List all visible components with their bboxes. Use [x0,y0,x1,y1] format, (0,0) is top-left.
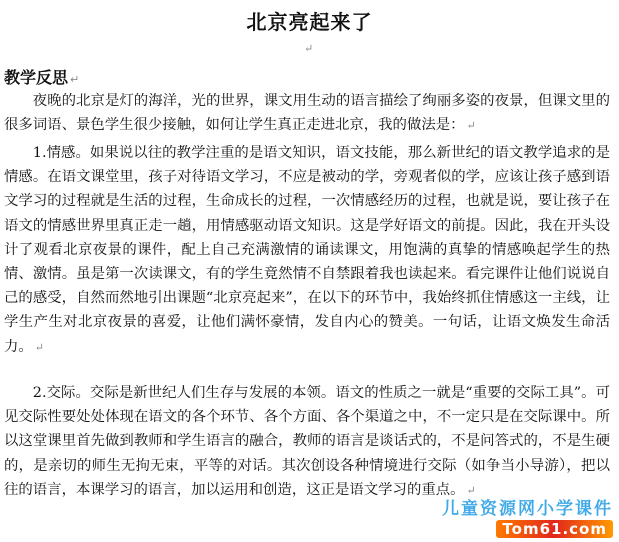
watermark-site-url: Tom61.com [496,520,613,538]
section-heading [4,65,79,88]
document-title [0,6,619,35]
body-paragraph [4,89,610,138]
paragraph-text: 1.情感。如果说以往的教学注重的是语文知识，语文技能，那么新世纪的语文教学追求的是情感。在语文课堂里，孩子对待语文学习，不应是被动的学，旁观者似的学，应该让孩子感到语文学习的过程就是生活的过程，生命成长的过程，一次情感经历的过程，也就是说，要让孩子在语文的情感世界里真正走一趟，用情感驱动语文知识。这是学好语文的前提。因此，我在开头设计了观看北京夜景的课件，配上自己充满激情的诵读课文，用饱满的真挚的情感唤起学生的热情、激情。虽是第一次读课文，有的学生竟然情不自禁跟着我也读起来。看完课件让他们说说自己的感受，自然而然地引出课题“北京亮起来”，在以下的环节中，我始终抓住情感这一主线，让学生产生对北京夜景的喜爱，让他们满怀豪情，发自内心的赞美。一句话，让语文焕发生命活力。 [4,145,610,355]
body-paragraph [4,141,610,360]
document-title-text: 北京亮起来了 [246,10,373,34]
watermark-site-name: 儿童资源网小学课件 [442,499,613,519]
paragraph-mark-icon: ↵ [466,119,476,133]
paragraph-mark-icon: ↵ [304,42,314,55]
site-watermark [442,494,613,538]
paragraph-text: 夜晚的北京是灯的海洋，光的世界，课文用生动的语言描绘了绚丽多姿的夜景，但课文里的很多词语、景色学生很少接触，如何让学生真正走进北京，我的做法是： [4,93,610,134]
body-paragraph [4,381,610,503]
section-heading-text: 教学反思 [4,68,69,87]
paragraph-text: 2.交际。交际是新世纪人们生存与发展的本领。语文的性质之一就是“重要的交际工具”。可见交际性要处处体现在语文的各个环节、各个方面、各个渠道之中，不一定只是在交际课中。所以这堂课里首先做到教师和学生语言的融合，教师的语言是谈话式的，不是问答式的，不是生硬的，是亲切的师生无拘无束，平等的对话。其次创设各种情境进行交际（如争当小导游），把以往的语言，本课学习的语言，加以运用和创造，这正是语文学习的重点。 [4,385,610,498]
paragraph-mark-icon: ↵ [466,483,476,497]
paragraph-mark-icon: ↵ [34,340,45,354]
paragraph-mark-icon: ↵ [70,73,80,86]
